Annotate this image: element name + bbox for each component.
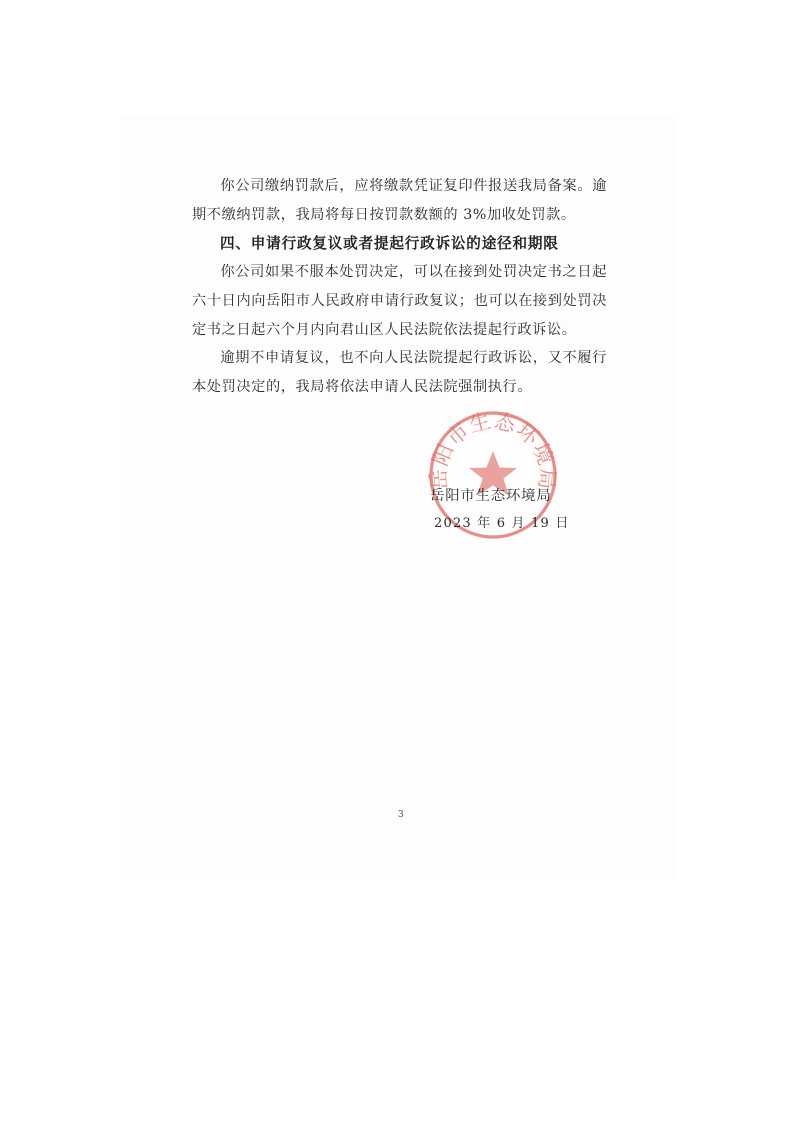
signature-organization: 岳阳市生态环境局 [430,488,552,504]
paragraph-penalty-payment: 你公司缴纳罚款后，应将缴款凭证复印件报送我局备案。逾期不缴纳罚款，我局将每日按罚款数额的 3%加收处罚款。 [192,178,607,223]
signature-date: 2023 年 6 月 19 日 [434,516,570,531]
seal-text: 岳阳市生态环境局 [426,408,560,492]
paragraph-appeal-routes: 你公司如果不服本处罚决定，可以在接到处罚决定书之日起六十日内向岳阳市人民政府申请行政复议；也可以在接到处罚决定书之日起六个月内向君山区人民法院依法提起行政诉讼。 [192,264,607,338]
section-heading: 四、申请行政复议或者提起行政诉讼的途径和期限 [220,235,559,252]
page-number: 3 [398,810,404,820]
paragraph-enforcement: 逾期不申请复议，也不向人民法院提起行政诉讼，又不履行本处罚决定的，我局将依法申请人民法院强制执行。 [192,350,607,395]
